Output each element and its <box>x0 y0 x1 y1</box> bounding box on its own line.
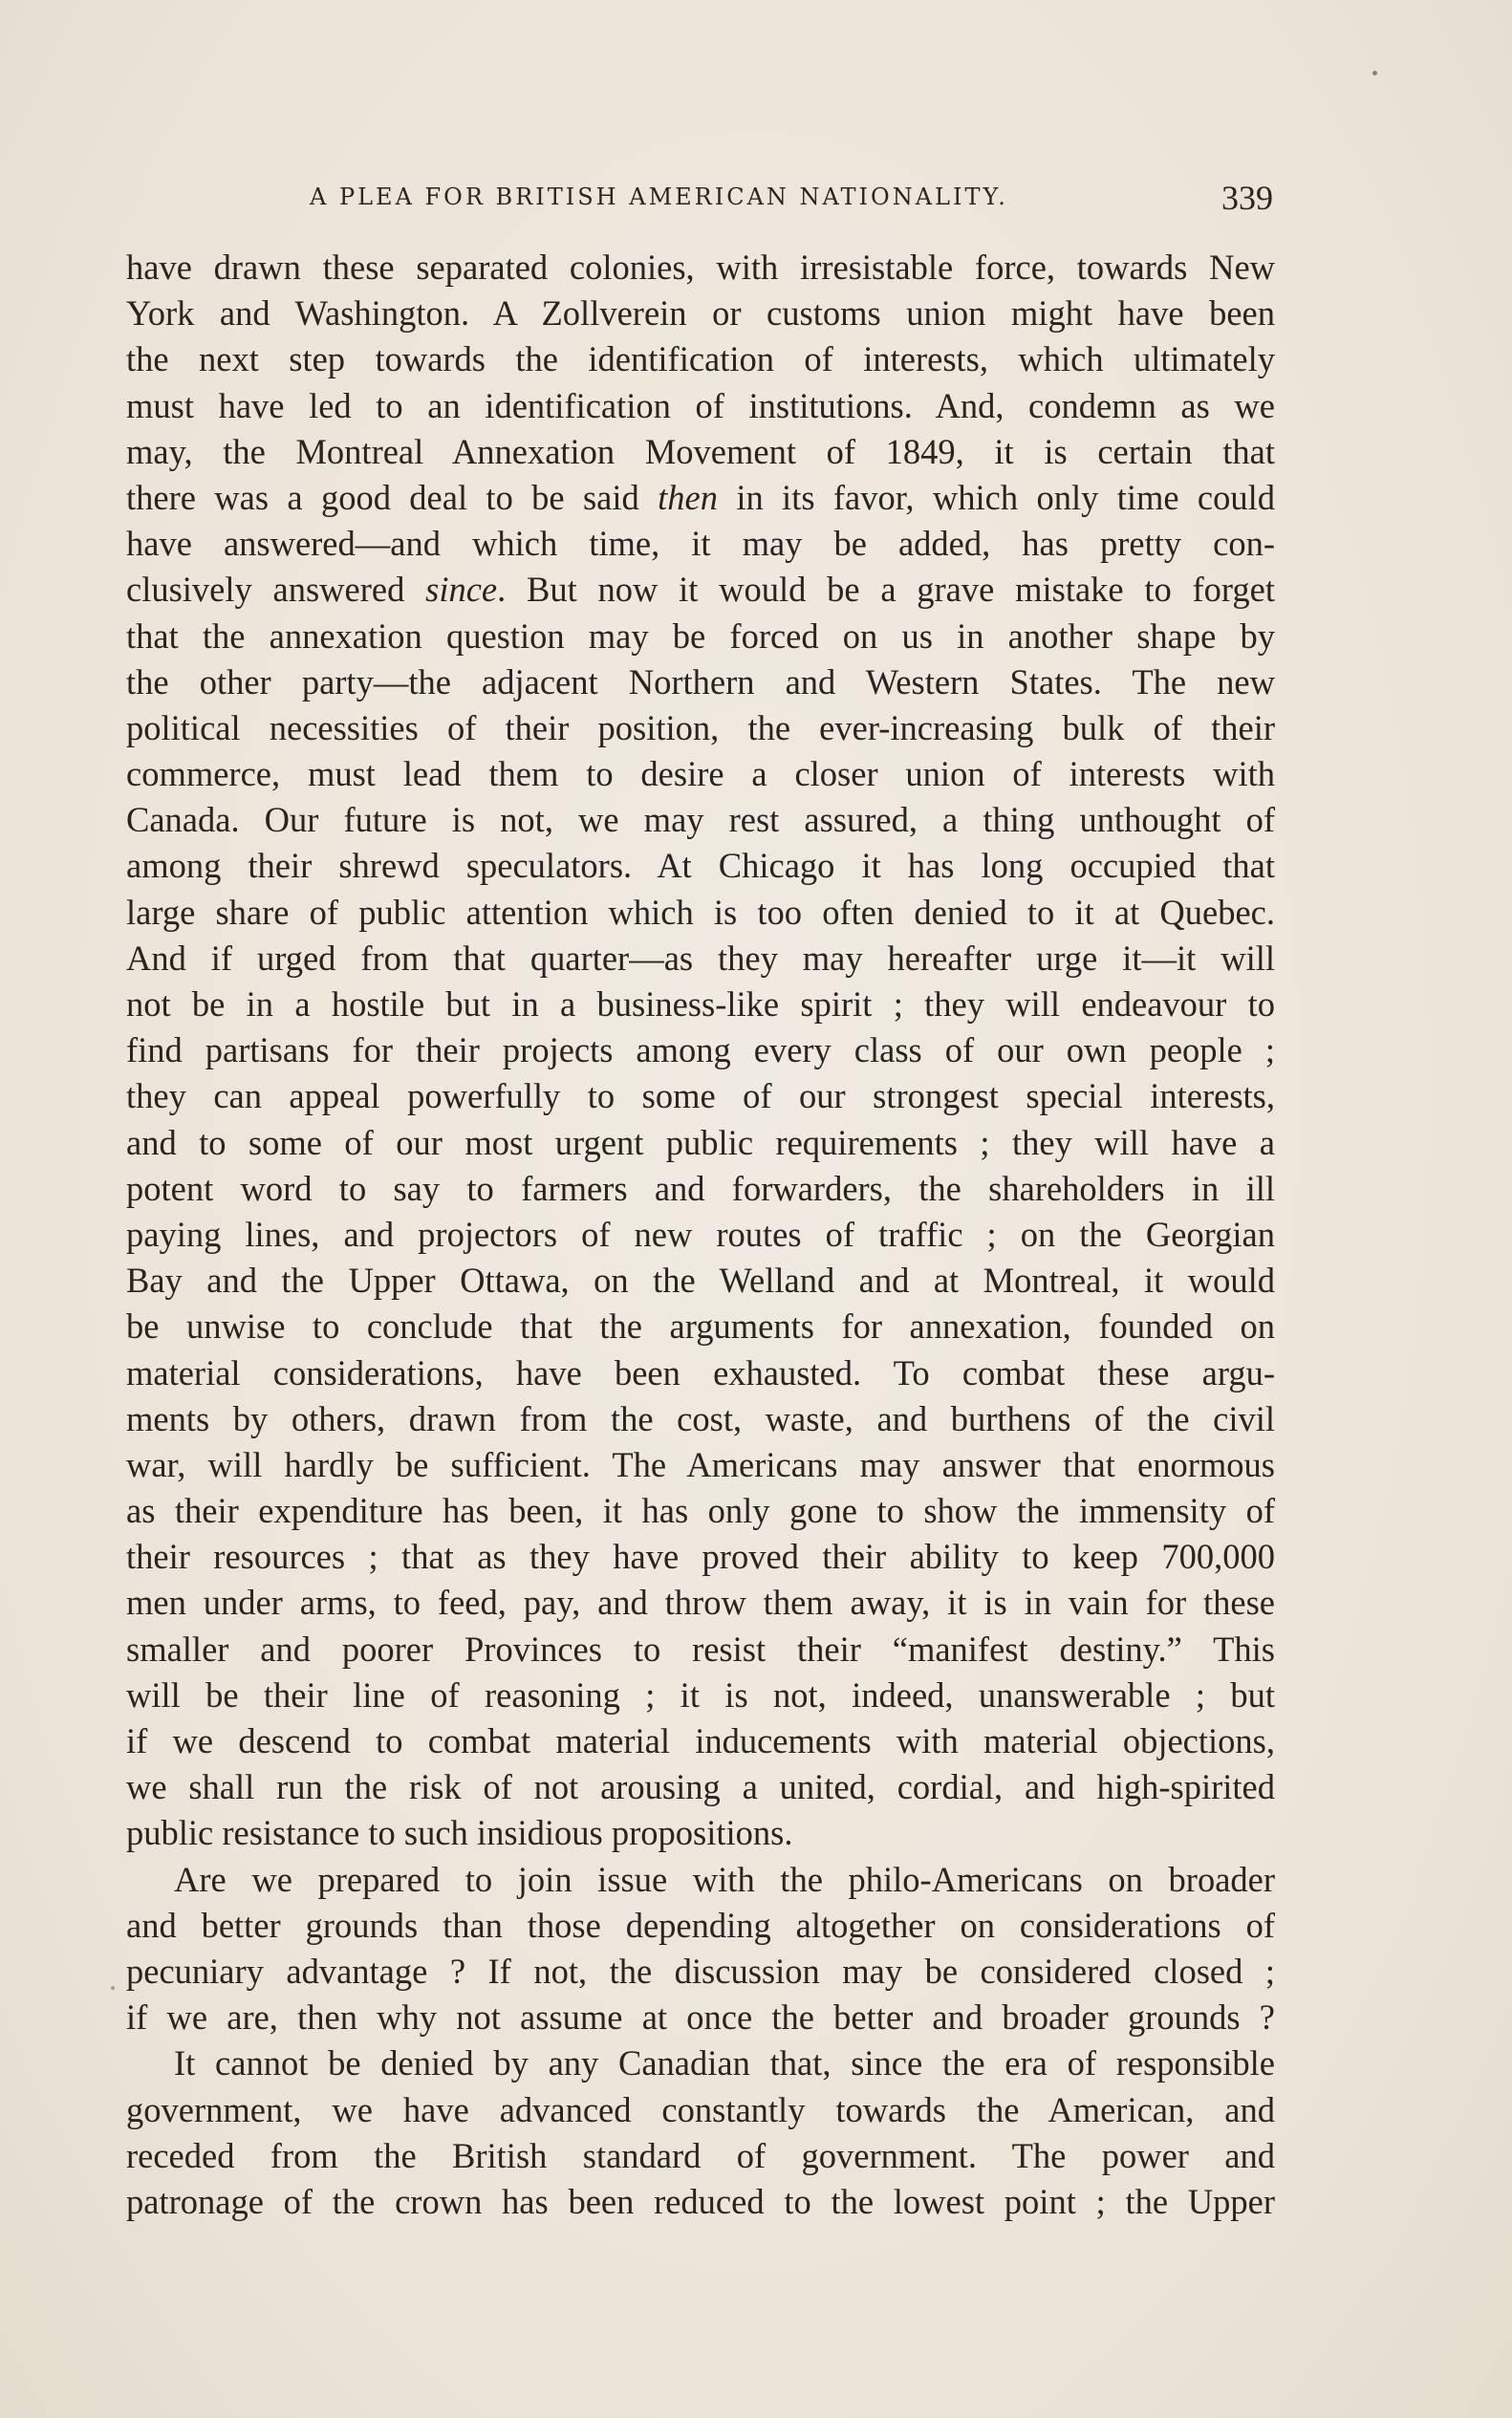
text-line: there was a good deal to be said then in its favor, which only time could <box>126 477 1276 517</box>
text-line: clusively answered since. But now it would be a grave mistake to forget <box>126 570 1275 610</box>
text-line: Canada. Our future is not, we may rest assured, a thing unthought of <box>126 800 1275 840</box>
text-line: if we descend to combat material inducements with material objections, <box>126 1721 1275 1760</box>
text-line: ments by others, drawn from the cost, waste, and burthens of the civil <box>126 1398 1275 1438</box>
text-line: Are we prepared to join issue with the philo-Americans on broader <box>174 1859 1275 1899</box>
text-line: public resistance to such insidious propositions. <box>126 1813 793 1853</box>
text-line: they can appeal powerfully to some of our strongest special interests, <box>126 1076 1275 1116</box>
text-line: may, the Montreal Annexation Movement of 1849, it is certain that <box>126 431 1275 471</box>
text-line: It cannot be denied by any Canadian that, since the era of responsible <box>174 2043 1275 2083</box>
text-line: will be their line of reasoning ; it is not, indeed, unanswerable ; but <box>126 1674 1275 1715</box>
text-line: large share of public attention which is too often denied to it at Quebec. <box>126 892 1275 932</box>
text-line: their resources ; that as they have proved their ability to keep 700,000 <box>126 1537 1275 1577</box>
text-line: we shall run the risk of not arousing a united, cordial, and high-spirited <box>126 1767 1275 1807</box>
text-line: political necessities of their position, the ever-increasing bulk of their <box>126 707 1275 747</box>
body-text <box>126 245 1275 2225</box>
text-line: pecuniary advantage ? If not, the discussion may be considered closed ; <box>126 1951 1275 1991</box>
text-line: not be in a hostile but in a business-like spirit ; they will endeavour to <box>126 984 1275 1024</box>
text-line: have answered—and which time, it may be added, has pretty con- <box>126 524 1275 564</box>
text-line: receded from the British standard of government. The power and <box>126 2135 1275 2175</box>
text-line: material considerations, have been exhausted. To combat these argu- <box>126 1352 1275 1393</box>
text-line: if we are, then why not assume at once the better and broader grounds ? <box>126 1997 1275 2038</box>
text-line: have drawn these separated colonies, with irresistable force, towards New <box>126 248 1275 287</box>
text-line: And if urged from that quarter—as they may hereafter urge it—it will <box>126 938 1275 978</box>
text-line: as their expenditure has been, it has only gone to show the immensity of <box>126 1491 1275 1531</box>
emphasis-word: then <box>658 477 718 517</box>
text-line: that the annexation question may be forced on us in another shape by <box>126 615 1275 656</box>
text-line: patronage of the crown has been reduced to the lowest point ; the Upper <box>126 2181 1275 2221</box>
paragraph <box>126 245 1275 1857</box>
text-line: men under arms, to feed, pay, and throw them away, it is in vain for these <box>126 1583 1275 1623</box>
text-line: potent word to say to farmers and forwarders, the shareholders in ill <box>126 1168 1275 1208</box>
running-title: A PLEA FOR BRITISH AMERICAN NATIONALITY. <box>310 184 1008 210</box>
text-line: the other party—the adjacent Northern and Western States. The new <box>126 661 1275 702</box>
text-line: and better grounds than those depending altogether on considerations of <box>126 1905 1275 1945</box>
text-line: war, will hardly be sufficient. The Americans may answer that enormous <box>126 1444 1275 1484</box>
text-line: government, we have advanced constantly towards the American, and <box>126 2089 1275 2129</box>
paragraph <box>126 1857 1275 2041</box>
text-line: among their shrewd speculators. At Chicago it has long occupied that <box>126 846 1275 886</box>
text-line: the next step towards the identification of interests, which ultimately <box>126 339 1275 379</box>
text-line: commerce, must lead them to desire a closer union of interests with <box>126 754 1275 794</box>
text-line: find partisans for their projects among every class of our own people ; <box>126 1030 1275 1070</box>
paper-speck <box>1372 71 1377 76</box>
text-line: smaller and poorer Provinces to resist their “manifest destiny.” This <box>126 1629 1275 1669</box>
text-line: be unwise to conclude that the arguments for annexation, founded on <box>126 1306 1275 1347</box>
text-line: paying lines, and projectors of new routes of traffic ; on the Georgian <box>126 1214 1275 1254</box>
text-line: York and Washington. A Zollverein or customs union might have been <box>126 293 1275 334</box>
page-header <box>126 178 1273 226</box>
paper-speck <box>111 1986 115 1990</box>
emphasis-word: since <box>425 570 498 610</box>
paragraph <box>126 2040 1275 2225</box>
text-line: and to some of our most urgent public requirements ; they will have a <box>126 1122 1275 1162</box>
text-line: must have led to an identification of institutions. And, condemn as we <box>126 385 1275 425</box>
page-number: 339 <box>1221 179 1273 217</box>
text-line: Bay and the Upper Ottawa, on the Welland and at Montreal, it would <box>126 1261 1275 1301</box>
